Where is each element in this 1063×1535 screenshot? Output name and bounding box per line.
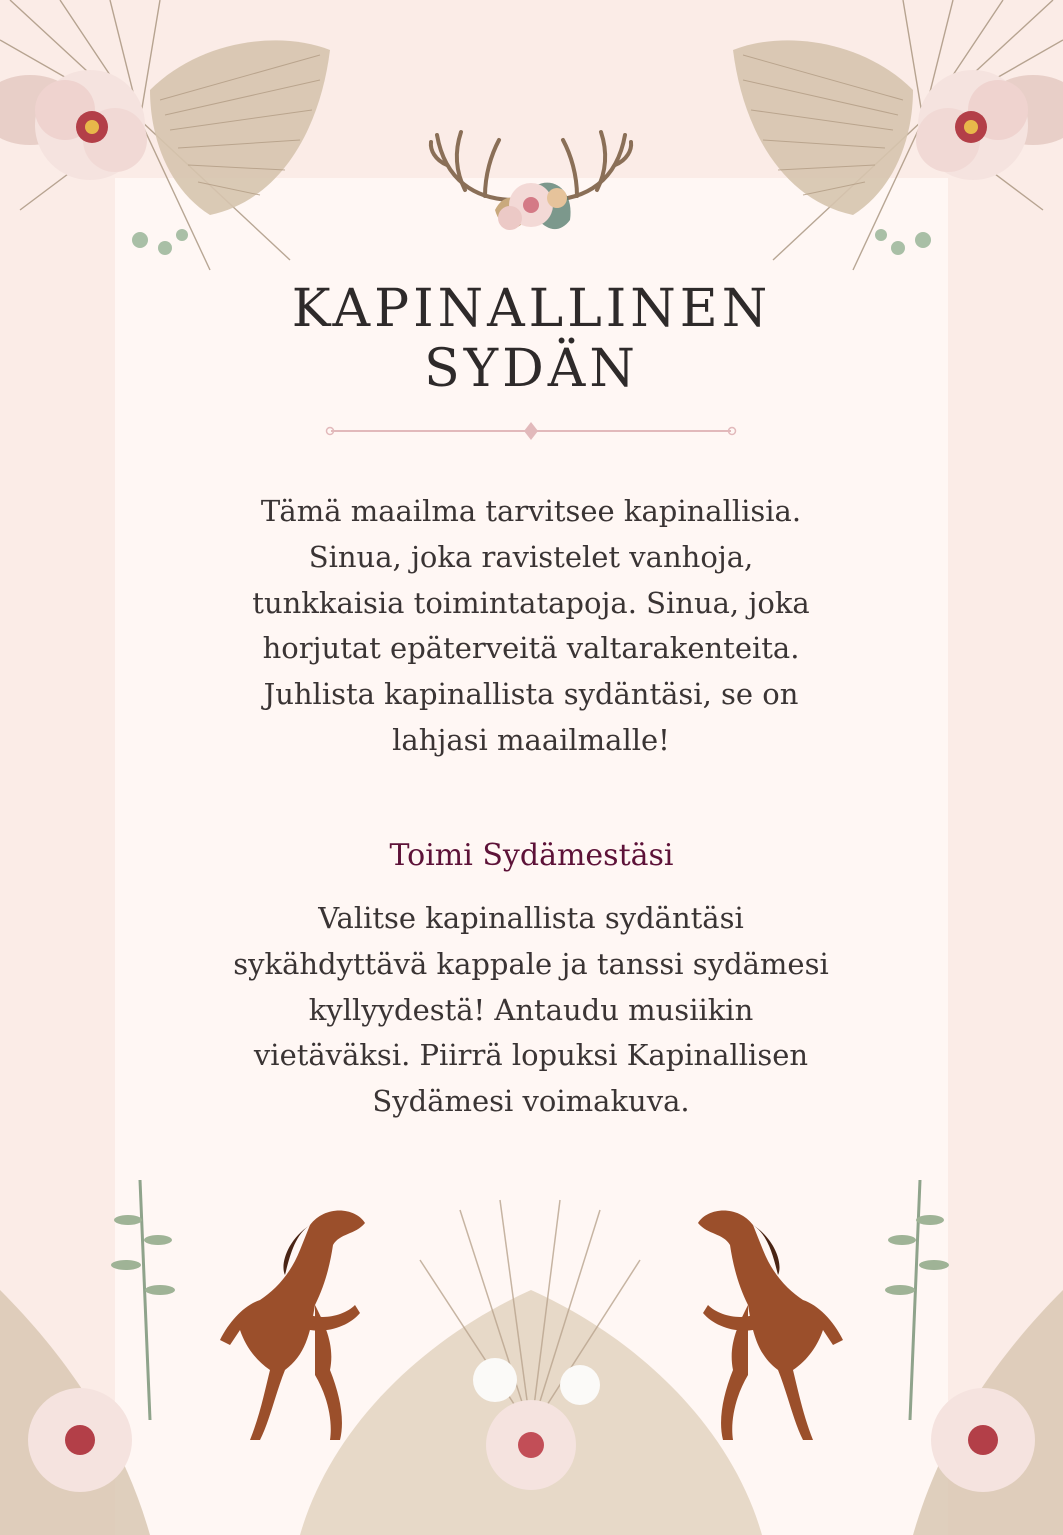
- page-title-line-1: KAPINALLINEN: [291, 279, 772, 339]
- section-subheading: Toimi Sydämestäsi: [389, 838, 674, 873]
- instruction-paragraph: Valitse kapinallista sydäntäsi sykähdyttävä kappale ja tanssi sydämesi kyllyydestä! Antaudu musiikin vietäväksi. Piirrä lopuksi Kapinallisen Sydämesi voimakuva.: [233, 901, 829, 1119]
- floral-bottom-border: [0, 1170, 1063, 1535]
- floral-corner-top-left: [0, 0, 340, 280]
- title-divider: [325, 420, 737, 442]
- page-title-line-2: SYDÄN: [424, 339, 639, 399]
- floral-corner-top-right: [723, 0, 1063, 280]
- horse-left-illustration: [215, 1195, 380, 1445]
- intro-paragraph: Tämä maailma tarvitsee kapinallisia. Sinua, joka ravistelet vanhoja, tunkkaisia toimintatapoja. Sinua, joka horjutat epäterveitä valtarakenteita. Juhlista kapinallista sydäntäsi, se on lahjasi maailmalle!: [252, 494, 810, 757]
- horse-right-illustration: [683, 1195, 848, 1445]
- antler-bouquet-icon: [425, 110, 637, 245]
